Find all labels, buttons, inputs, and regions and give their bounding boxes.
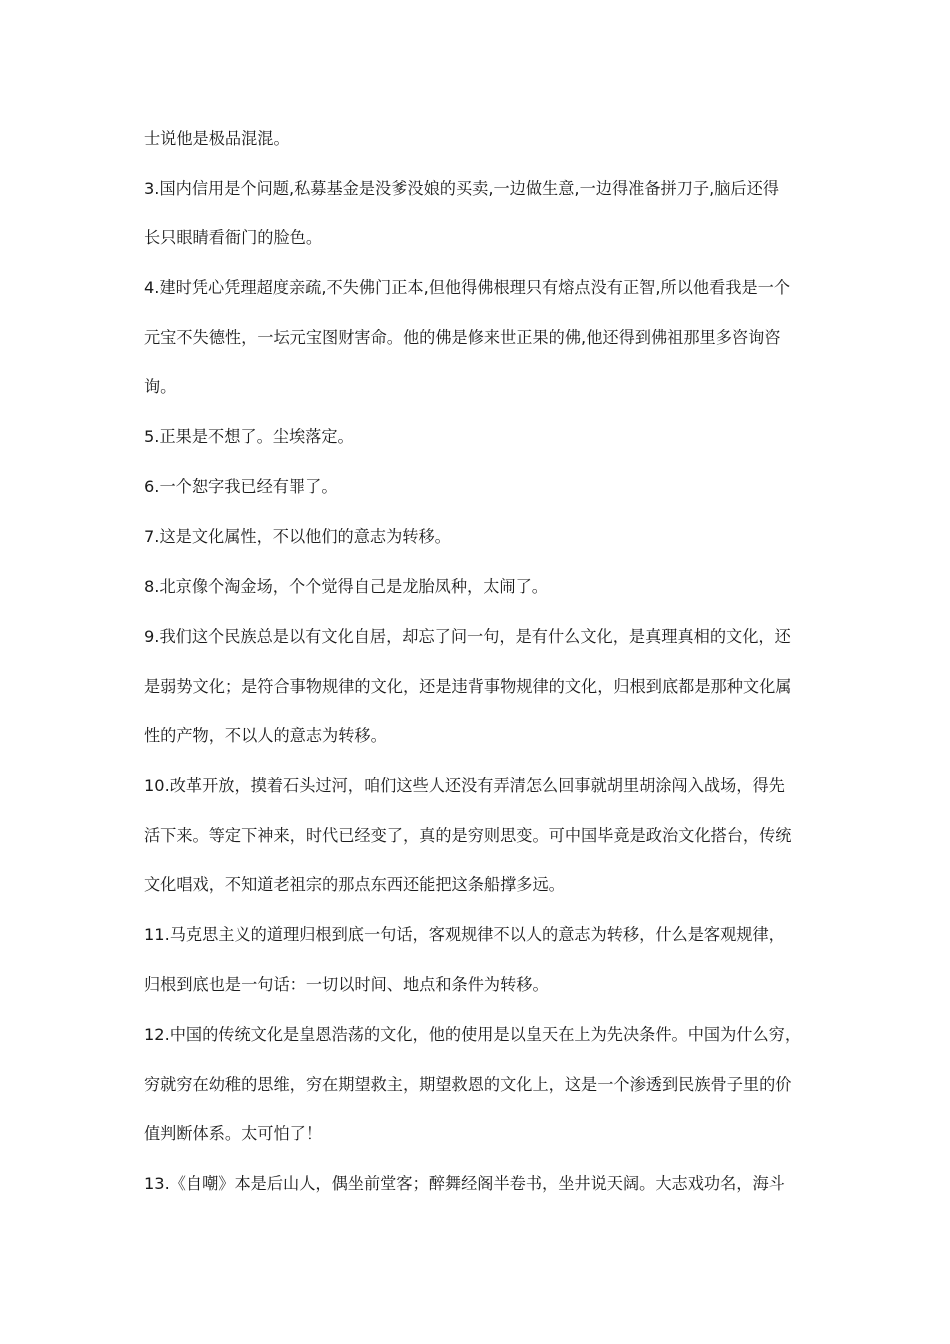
text-line: 活下来。等定下神来，时代已经变了，真的是穷则思变。可中国毕竟是政治文化搭台，传统	[144, 826, 792, 845]
text-line: 12.中国的传统文化是皇恩浩荡的文化，他的使用是以皇天在上为先决条件。中国为什么穷，	[144, 1025, 802, 1044]
text-line: 归根到底也是一句话：一切以时间、地点和条件为转移。	[144, 975, 549, 994]
text-line: 6.一个恕字我已经有罪了。	[144, 477, 338, 496]
text-line: 士说他是极品混混。	[144, 129, 290, 148]
text-line: 8.北京像个淘金场，个个觉得自己是龙胎凤种，太闹了。	[144, 577, 548, 596]
text-line: 是弱势文化；是符合事物规律的文化，还是违背事物规律的文化，归根到底都是那种文化属	[144, 677, 792, 696]
text-line: 11.马克思主义的道理归根到底一句话，客观规律不以人的意志为转移，什么是客观规律，	[144, 925, 785, 944]
text-line: 3.国内信用是个问题,私募基金是没爹没娘的买卖,一边做生意,一边得准备拼刀子,脑后还得	[144, 179, 779, 198]
text-line: 元宝不失德性，一坛元宝图财害命。他的佛是修来世正果的佛,他还得到佛祖那里多咨询咨	[144, 328, 781, 347]
text-line: 9.我们这个民族总是以有文化自居，却忘了问一句，是有什么文化，是真理真相的文化，还	[144, 627, 791, 646]
text-line: 7.这是文化属性，不以他们的意志为转移。	[144, 527, 451, 546]
text-line: 询。	[144, 377, 177, 396]
text-line: 穷就穷在幼稚的思维，穷在期望救主，期望救恩的文化上，这是一个渗透到民族骨子里的价	[144, 1075, 792, 1094]
text-line: 长只眼睛看衙门的脸色。	[144, 228, 323, 247]
text-line: 4.建时凭心凭理超度亲疏,不失佛门正本,但他得佛根理只有熔点没有正智,所以他看我是一个	[144, 278, 791, 297]
text-line: 值判断体系。太可怕了！	[144, 1124, 323, 1143]
text-line: 文化唱戏，不知道老祖宗的那点东西还能把这条船撑多远。	[144, 875, 565, 894]
text-line: 13.《自嘲》本是后山人，偶坐前堂客；醉舞经阁半卷书，坐井说天阔。大志戏功名，海斗	[144, 1174, 785, 1193]
text-line: 性的产物，不以人的意志为转移。	[144, 726, 387, 745]
text-line: 10.改革开放，摸着石头过河，咱们这些人还没有弄清怎么回事就胡里胡涂闯入战场，得先	[144, 776, 785, 795]
text-line: 5.正果是不想了。尘埃落定。	[144, 427, 354, 446]
